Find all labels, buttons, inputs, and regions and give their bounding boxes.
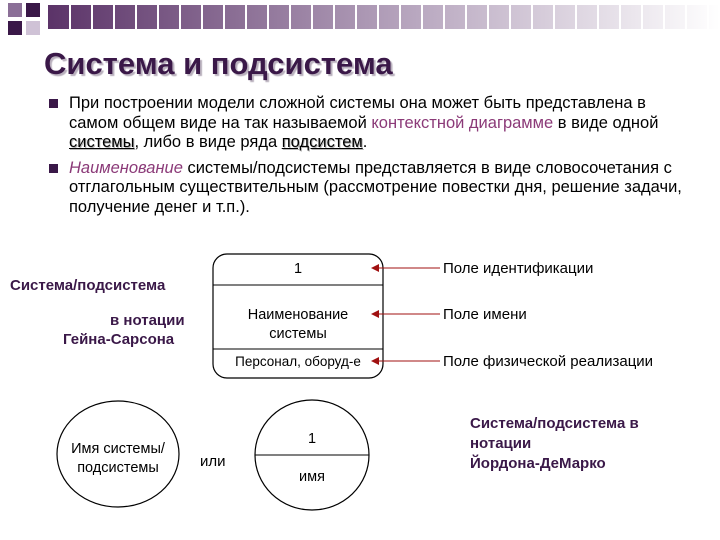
- yourdon-caption: [470, 414, 639, 474]
- yourdon-circle-line: Имя системы/: [71, 441, 165, 457]
- term-context-diagram: контекстной диаграмме: [371, 113, 554, 132]
- yourdon-caption-line: нотации: [470, 435, 532, 452]
- term-system: системы: [69, 133, 135, 151]
- field-label-physical: Поле физической реализации: [443, 353, 654, 370]
- field-label-id: Поле идентификации: [443, 260, 594, 277]
- process-name-line: системы: [269, 326, 327, 342]
- gane-caption-line3: Гейна-Сарсона: [63, 331, 175, 348]
- bullet-text: в виде одной: [553, 113, 659, 132]
- or-label: или: [200, 453, 226, 470]
- term-subsystems: подсистем: [281, 133, 363, 151]
- term-naming: Наименование: [69, 158, 183, 177]
- bullet-text: , либо в виде ряда: [134, 133, 282, 151]
- process-physical: Персонал, оборуд-е: [235, 354, 361, 369]
- gane-caption-line2: в нотации: [110, 312, 185, 329]
- yourdon-caption-line: Йордона-ДеМарко: [470, 455, 606, 472]
- page-title: Система и подсистема: [44, 46, 393, 81]
- yourdon-split-bottom: имя: [299, 469, 325, 485]
- gane-caption-line1: Система/подсистема: [10, 277, 166, 294]
- field-label-name: Поле имени: [443, 306, 527, 323]
- process-id: 1: [293, 261, 303, 277]
- bullet-text: При построении модели сложной системы она может быть представлена в самом общем виде на так называемой: [69, 94, 646, 132]
- yourdon-circle-label: [57, 440, 179, 478]
- yourdon-circle-line: подсистемы: [77, 460, 159, 476]
- yourdon-split-top: 1: [307, 431, 317, 447]
- process-name-line: Наименование: [247, 307, 349, 323]
- yourdon-caption-line: Система/подсистема в: [470, 415, 639, 432]
- process-name: [213, 306, 383, 344]
- bullet-text: .: [362, 133, 368, 151]
- bullet-text: системы/подсистемы представляется в виде словосочетания с отглагольным существительным (рассмотрение повестки дня, решение задачи, получение денег и т.п.).: [69, 158, 682, 216]
